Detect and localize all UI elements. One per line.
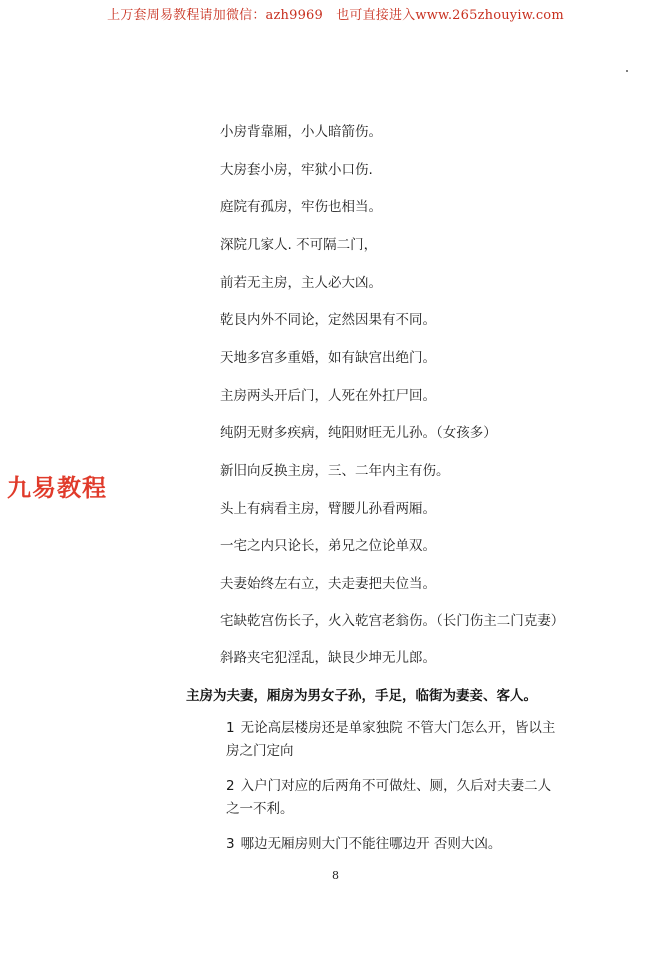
verse-line: 新旧向反换主房，三、二年内主有伤。 — [220, 463, 450, 479]
verse-line: 纯阴无财多疾病，纯阳财旺无儿孙。（女孩多） — [220, 425, 497, 441]
verse-line: 前若无主房，主人必大凶。 — [220, 275, 382, 291]
list-item-number: 1 — [226, 720, 235, 736]
watermark-logo: 九易教程 — [7, 474, 107, 502]
list-item-number: 3 — [226, 836, 235, 852]
verse-line: 主房两头开后门，人死在外扛尸回。 — [220, 388, 436, 404]
verse-line: 斜路夹宅犯淫乱，缺艮少坤无儿郎。 — [220, 650, 436, 666]
list-item-text: 哪边无厢房则大门不能往哪边开 否则大凶。 — [240, 836, 502, 852]
verse-line: 乾艮内外不同论，定然因果有不同。 — [220, 312, 436, 328]
list-item — [226, 717, 556, 763]
verse-line: 庭院有孤房，牢伤也相当。 — [220, 199, 382, 215]
verse-line: 小房背靠厢，小人暗箭伤。 — [220, 124, 382, 140]
list-item — [226, 833, 556, 856]
verse-line: 夫妻始终左右立，夫走妻把夫位当。 — [220, 576, 436, 592]
page-number: 8 — [332, 869, 339, 882]
list-item-text: 无论高层楼房还是单家独院 不管大门怎么开，皆以主房之门定向 — [226, 720, 556, 759]
list-item-number: 2 — [226, 778, 235, 794]
verse-line: 天地多宫多重婚，如有缺宫出绝门。 — [220, 350, 436, 366]
verse-line: 一宅之内只论长，弟兄之位论单双。 — [220, 538, 436, 554]
list-item-text: 入户门对应的后两角不可做灶、厕，久后对夫妻二人之一不利。 — [226, 778, 552, 817]
verse-line: 头上有病看主房，臂腰儿孙看两厢。 — [220, 501, 436, 517]
verse-line: 大房套小房，牢狱小口伤. — [220, 162, 373, 178]
header-promo-text: 上万套周易教程请加微信：azh9969 也可直接进入www.265zhouyiw.com — [107, 8, 564, 23]
list-item — [226, 775, 556, 821]
verse-line: 深院几家人. 不可隔二门， — [220, 237, 378, 253]
scan-speck — [626, 70, 628, 72]
section-heading: 主房为夫妻，厢房为男女子孙，手足，临街为妻妾、客人。 — [186, 688, 537, 704]
verse-line: 宅缺乾宫伤长子，火入乾宫老翁伤。（长门伤主二门克妻） — [220, 613, 565, 629]
